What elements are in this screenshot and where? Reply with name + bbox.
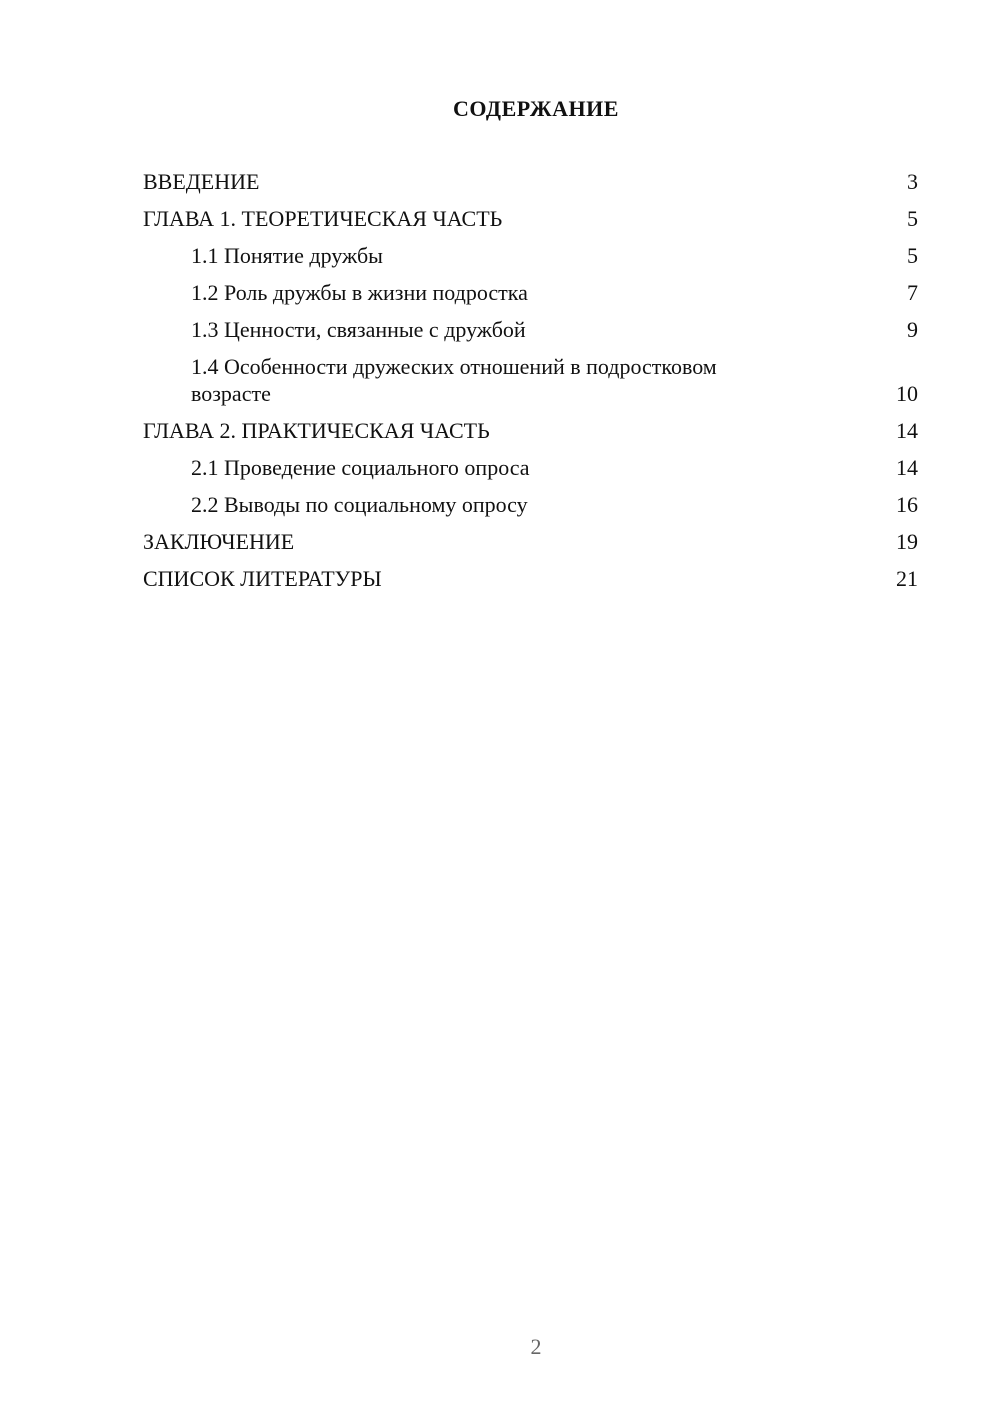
toc-entry-label: ЗАКЛЮЧЕНИЕ xyxy=(143,529,295,554)
toc-entry-page: 9 xyxy=(907,317,918,342)
toc-entry-introduction[interactable] xyxy=(143,168,918,195)
toc-entry-page: 3 xyxy=(907,169,918,194)
toc-entry-conclusion[interactable] xyxy=(143,528,918,555)
toc-entry-label: 2.1 Проведение социального опроса xyxy=(191,455,530,480)
toc-entry-label: СПИСОК ЛИТЕРАТУРЫ xyxy=(143,566,382,591)
toc-entry-page: 16 xyxy=(896,492,918,517)
toc-entry-label: 1.4 Особенности дружеских отношений в подростковом возрасте xyxy=(191,354,717,406)
toc-entry-label: 1.3 Ценности, связанные с дружбой xyxy=(191,317,526,342)
toc-entry-section-2-2[interactable] xyxy=(143,491,918,518)
toc-entry-page: 14 xyxy=(896,455,918,480)
toc-entry-label: ГЛАВА 2. ПРАКТИЧЕСКАЯ ЧАСТЬ xyxy=(143,418,490,443)
toc-entry-page: 19 xyxy=(896,529,918,554)
toc-entry-section-1-4[interactable] xyxy=(143,353,918,407)
toc-title: СОДЕРЖАНИЕ xyxy=(453,96,619,121)
table-of-contents xyxy=(143,168,918,602)
toc-entry-page: 10 xyxy=(896,381,918,406)
toc-entry-chapter-2[interactable] xyxy=(143,417,918,444)
toc-entry-section-1-3[interactable] xyxy=(143,316,918,343)
toc-entry-page: 14 xyxy=(896,418,918,443)
toc-entry-references[interactable] xyxy=(143,565,918,592)
page-number: 2 xyxy=(530,1334,542,1359)
toc-entry-page: 7 xyxy=(907,280,918,305)
toc-entry-chapter-1[interactable] xyxy=(143,205,918,232)
toc-entry-page: 21 xyxy=(896,566,918,591)
toc-entry-label: ГЛАВА 1. ТЕОРЕТИЧЕСКАЯ ЧАСТЬ xyxy=(143,206,503,231)
toc-entry-section-1-2[interactable] xyxy=(143,279,918,306)
toc-entry-page: 5 xyxy=(907,243,918,268)
toc-entry-page: 5 xyxy=(907,206,918,231)
toc-entry-label: 1.1 Понятие дружбы xyxy=(191,243,383,268)
toc-entry-label: ВВЕДЕНИЕ xyxy=(143,169,260,194)
toc-entry-label: 1.2 Роль дружбы в жизни подростка xyxy=(191,280,528,305)
toc-entry-section-2-1[interactable] xyxy=(143,454,918,481)
toc-entry-label: 2.2 Выводы по социальному опросу xyxy=(191,492,528,517)
toc-entry-section-1-1[interactable] xyxy=(143,242,918,269)
